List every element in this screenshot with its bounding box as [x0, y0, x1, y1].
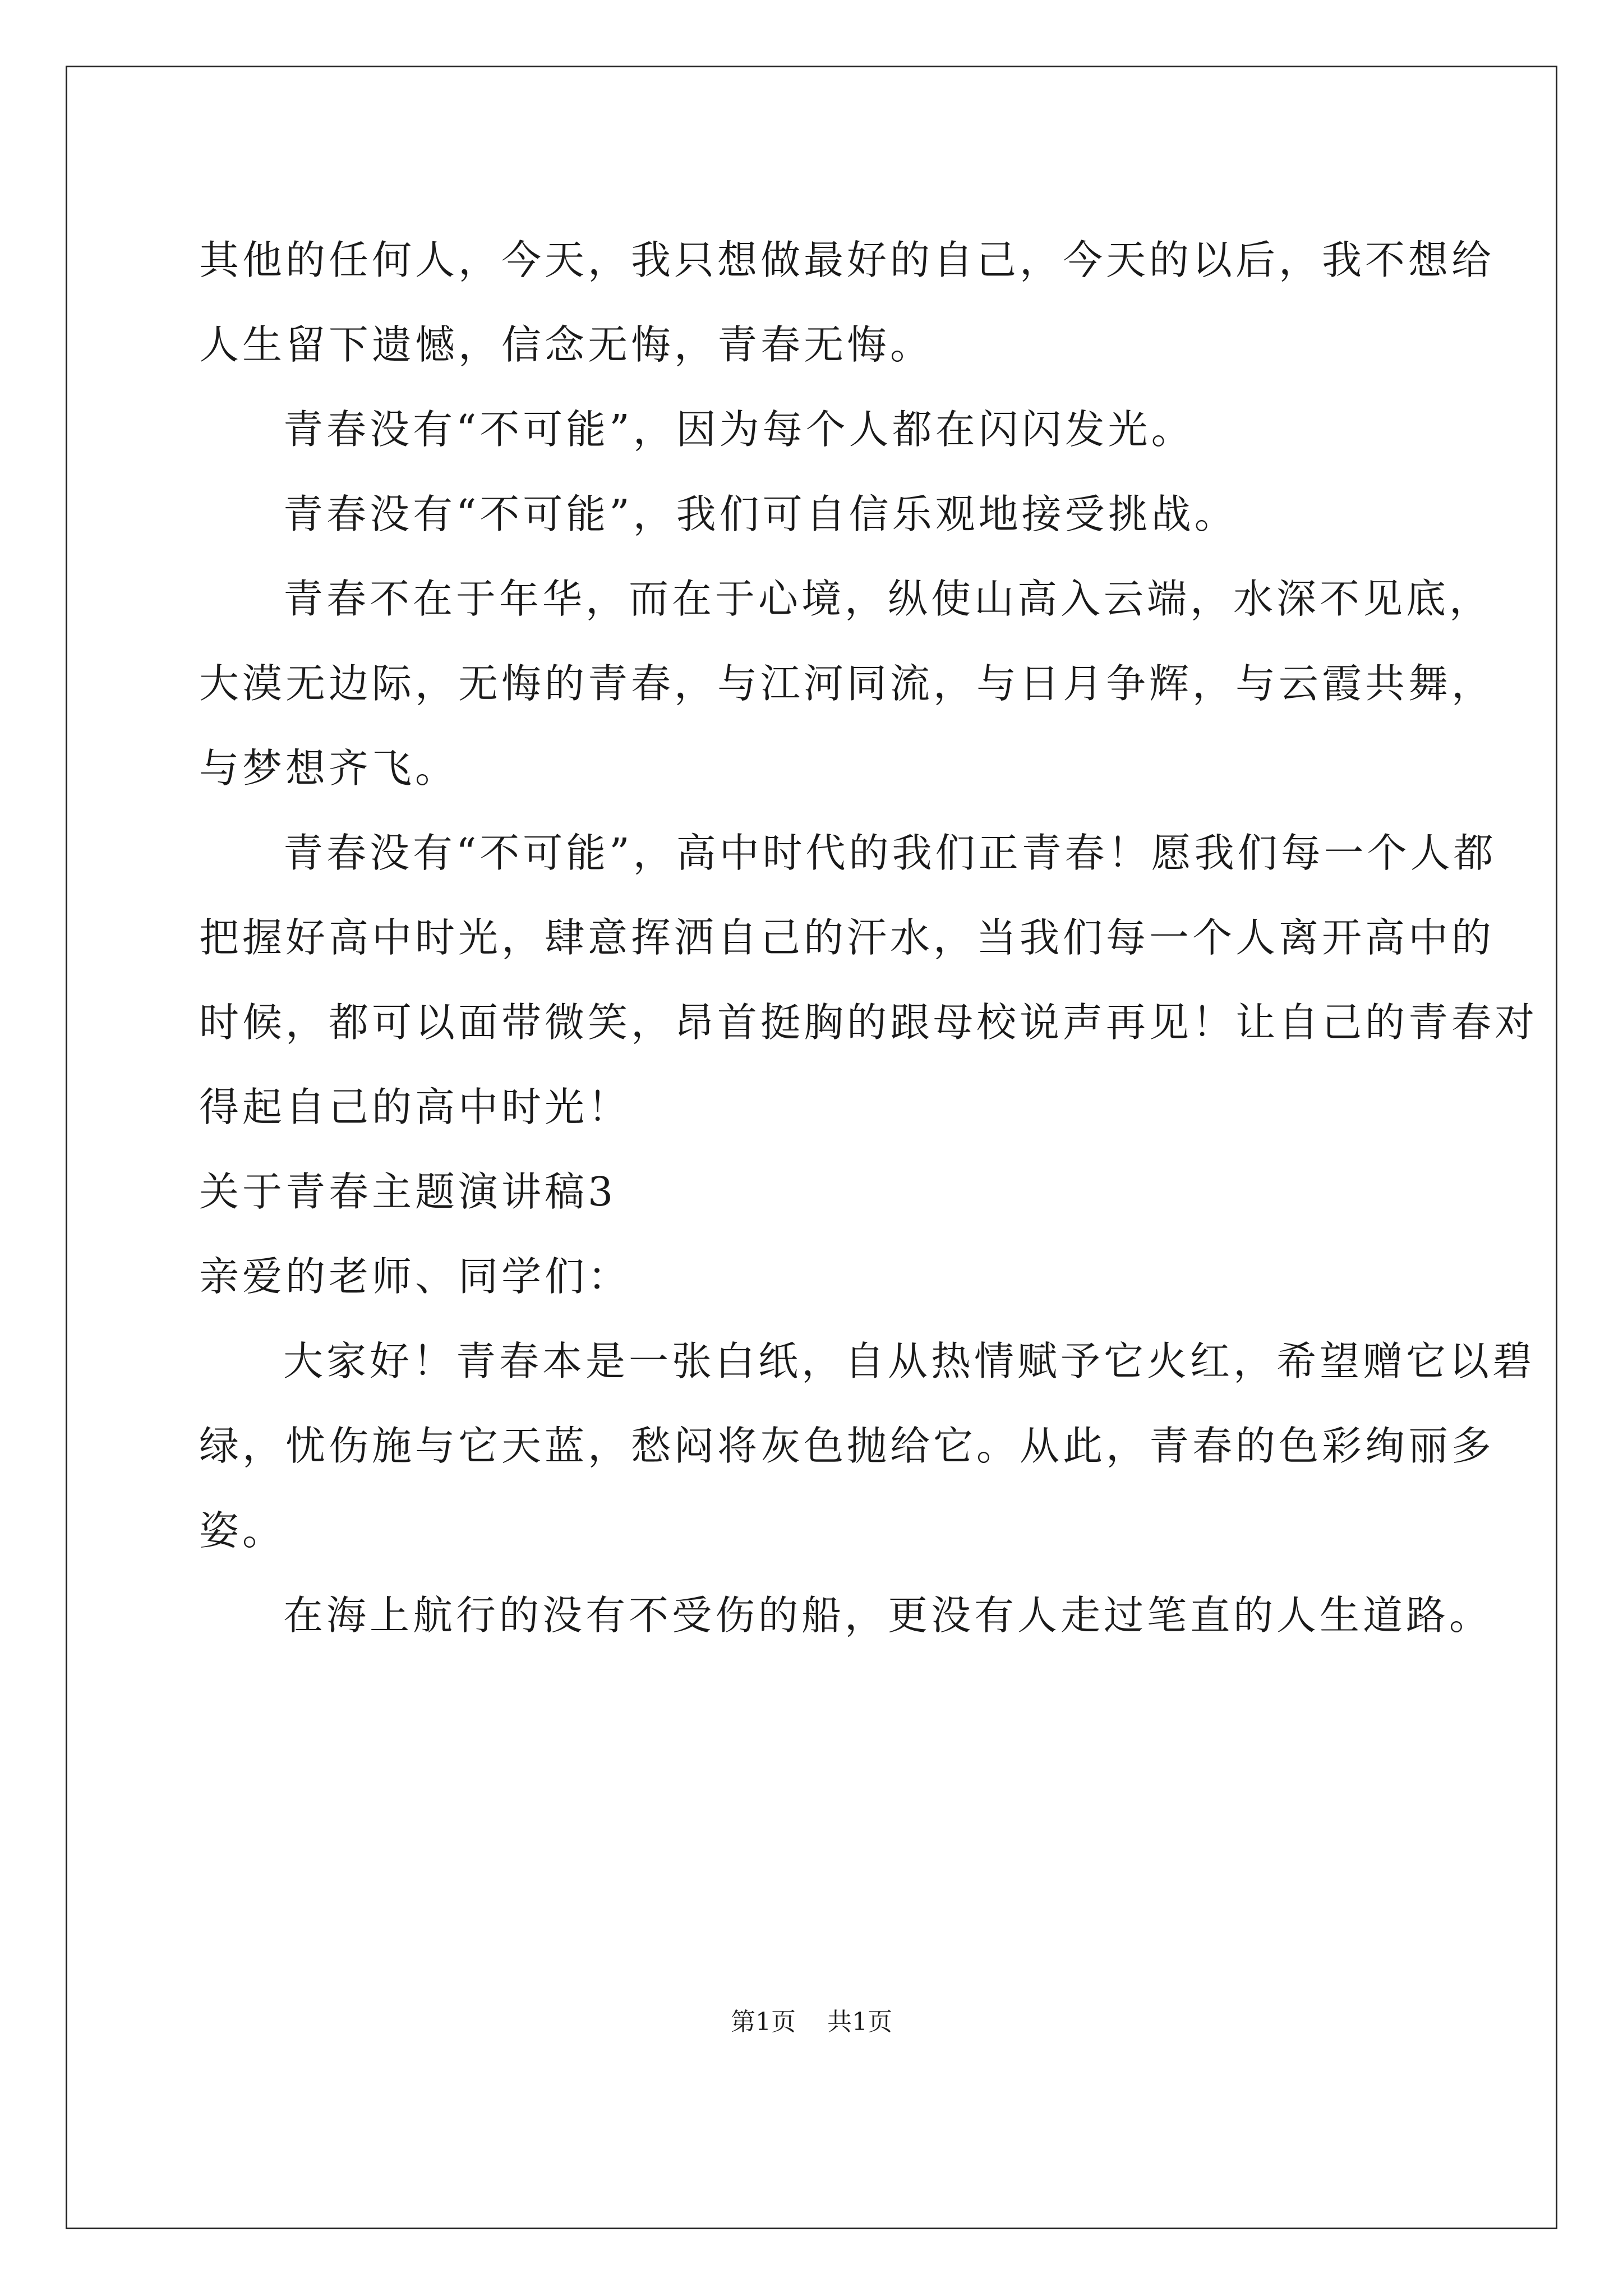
text-line: 青春没有“不可能”，因为每个人都在闪闪发光。 [283, 406, 1195, 453]
text-line: 其他的任何人，今天，我只想做最好的自己，今天的以后，我不想给 [199, 237, 1495, 283]
text-line: 绿，忧伤施与它天蓝，愁闷将灰色抛给它。从此，青春的色彩绚丽多 [199, 1423, 1495, 1469]
text-line: 大漠无边际，无悔的青春，与江河同流，与日月争辉，与云霞共舞， [199, 660, 1495, 707]
text-line: 在海上航行的没有不受伤的船，更没有人走过笔直的人生道路。 [283, 1592, 1493, 1639]
text-line: 大家好！青春本是一张白纸，自从热情赋予它火红，希望赠它以碧 [283, 1338, 1536, 1384]
text-line: 青春没有“不可能”，我们可自信乐观地接受挑战。 [283, 491, 1238, 537]
text-line: 把握好高中时光，肆意挥洒自己的汗水，当我们每一个人离开高中的 [199, 914, 1495, 961]
text-line: 与梦想齐飞。 [199, 745, 459, 792]
document-body [199, 218, 1538, 1658]
page-total: 共1页 [827, 2008, 892, 2036]
text-line: 青春不在于年华，而在于心境，纵使山高入云端，水深不见底， [283, 576, 1493, 622]
page-number: 第1页 [731, 2008, 796, 2036]
text-line: 人生留下遗憾，信念无悔，青春无悔。 [199, 321, 934, 368]
page-footer [0, 2005, 1623, 2039]
salutation: 亲爱的老师、同学们： [199, 1253, 631, 1300]
text-line: 得起自己的高中时光！ [199, 1084, 631, 1130]
section-heading: 关于青春主题演讲稿3 [199, 1168, 617, 1215]
text-line: 青春没有“不可能”，高中时代的我们正青春！愿我们每一个人都 [283, 830, 1497, 876]
text-line: 姿。 [199, 1507, 286, 1554]
text-line: 时候，都可以面带微笑，昂首挺胸的跟母校说声再见！让自己的青春对 [199, 999, 1538, 1046]
